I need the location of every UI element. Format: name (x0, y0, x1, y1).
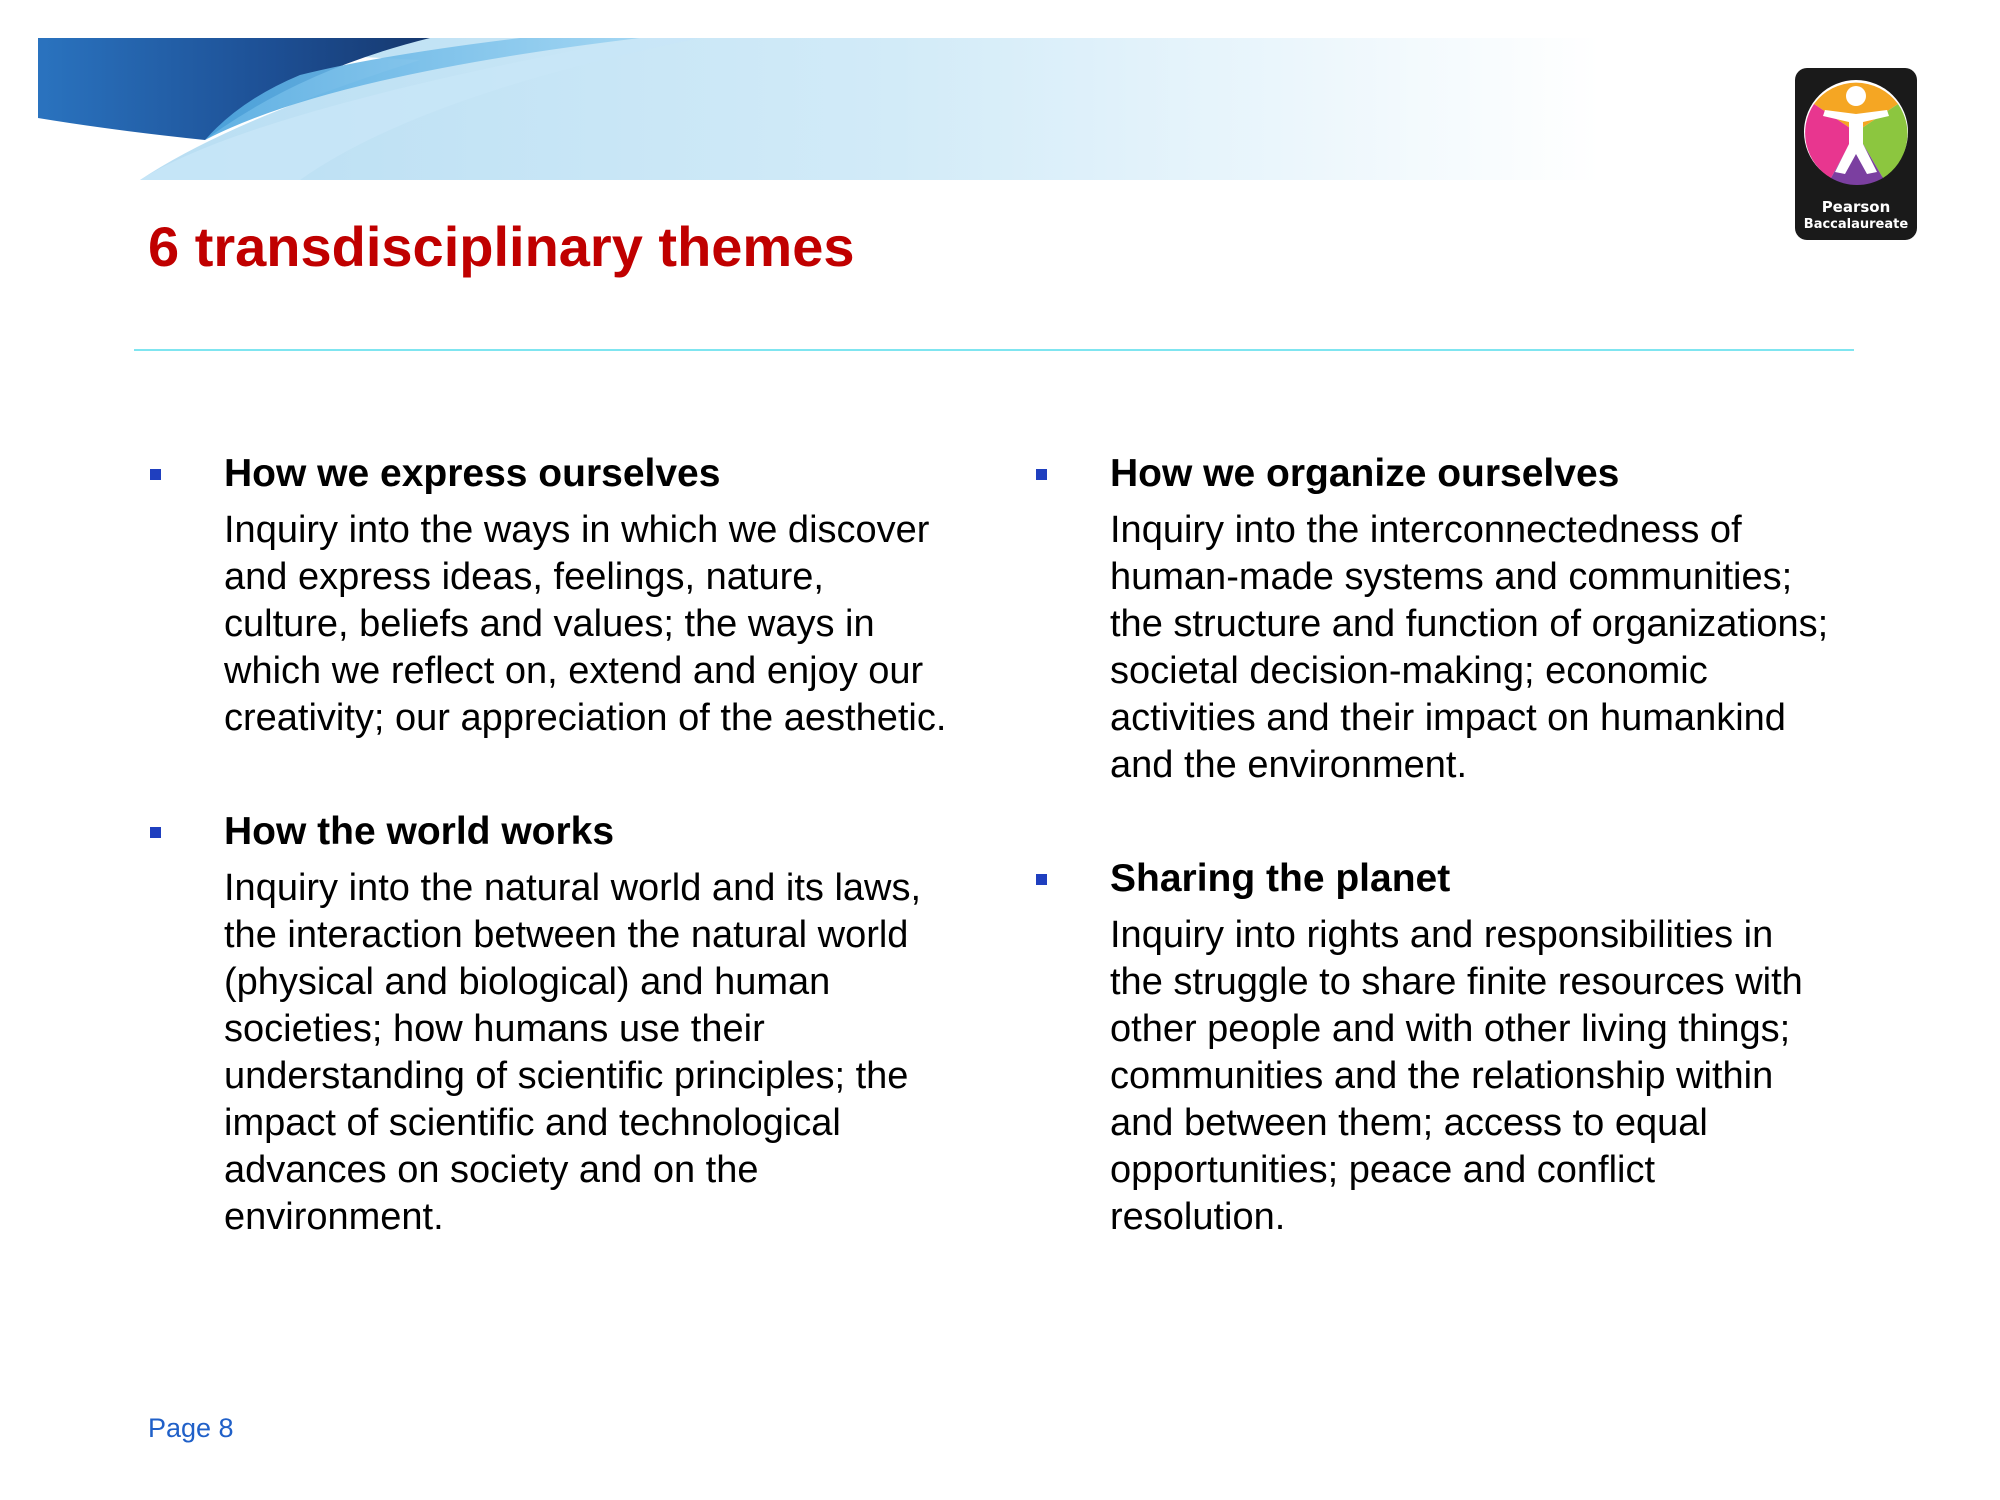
theme-description-line: which we reflect on, extend and enjoy our (224, 650, 924, 692)
theme-description-line: societies; how humans use their (224, 1008, 765, 1050)
theme-description (224, 507, 946, 742)
logo-text-baccalaureate: Baccalaureate (1803, 217, 1909, 232)
theme-description-line: activities and their impact on humankind (1110, 697, 1786, 739)
page-number: Page 8 (148, 1413, 234, 1443)
theme-description-line: the interaction between the natural world (224, 914, 909, 956)
theme-description-line: Inquiry into rights and responsibilities in (1110, 914, 1774, 956)
bullet-icon (1036, 874, 1047, 885)
theme-description-line: impact of scientific and technological (224, 1102, 841, 1144)
theme-description (224, 865, 921, 1241)
logo-background (1795, 68, 1917, 240)
logo-figure-icon (1801, 74, 1911, 194)
theme-title: Sharing the planet (1110, 857, 1451, 900)
theme-title: How we express ourselves (224, 452, 721, 495)
theme-description-line: societal decision-making; economic (1110, 650, 1708, 692)
theme-title: How we organize ourselves (1110, 452, 1620, 495)
theme-description-line: human-made systems and communities; (1110, 556, 1793, 598)
theme-title: How the world works (224, 810, 615, 853)
pearson-baccalaureate-logo (1795, 68, 1917, 240)
title-divider (134, 349, 1854, 351)
theme-description-line: resolution. (1110, 1196, 1286, 1238)
theme-description-line: understanding of scientific principles; the (224, 1055, 909, 1097)
theme-description-line: (physical and biological) and human (224, 961, 831, 1003)
theme-description-line: and the environment. (1110, 744, 1468, 786)
header-banner (0, 0, 1600, 190)
theme-description-line: environment. (224, 1196, 444, 1238)
theme-description-line: Inquiry into the interconnectedness of (1110, 509, 1742, 551)
bullet-icon (150, 827, 161, 838)
theme-description-line: culture, beliefs and values; the ways in (224, 603, 875, 645)
theme-description-line: the struggle to share finite resources with (1110, 961, 1803, 1003)
theme-description (1110, 912, 1803, 1241)
theme-description-line: Inquiry into the ways in which we discover (224, 509, 930, 551)
theme-description-line: other people and with other living things; (1110, 1008, 1791, 1050)
theme-description-line: creativity; our appreciation of the aesthetic. (224, 697, 947, 739)
theme-description-line: the structure and function of organizations; (1110, 603, 1829, 645)
theme-description-line: advances on society and on the (224, 1149, 759, 1191)
bullet-icon (150, 469, 161, 480)
theme-description-line: Inquiry into the natural world and its laws, (224, 867, 922, 909)
theme-description-line: and express ideas, feelings, nature, (224, 556, 824, 598)
theme-description (1110, 507, 1828, 789)
logo-text-pearson: Pearson (1821, 198, 1891, 216)
theme-description-line: and between them; access to equal (1110, 1102, 1708, 1144)
bullet-icon (1036, 469, 1047, 480)
slide-title: 6 transdisciplinary themes (148, 215, 855, 278)
theme-description-line: communities and the relationship within (1110, 1055, 1774, 1097)
theme-description-line: opportunities; peace and conflict (1110, 1149, 1656, 1191)
